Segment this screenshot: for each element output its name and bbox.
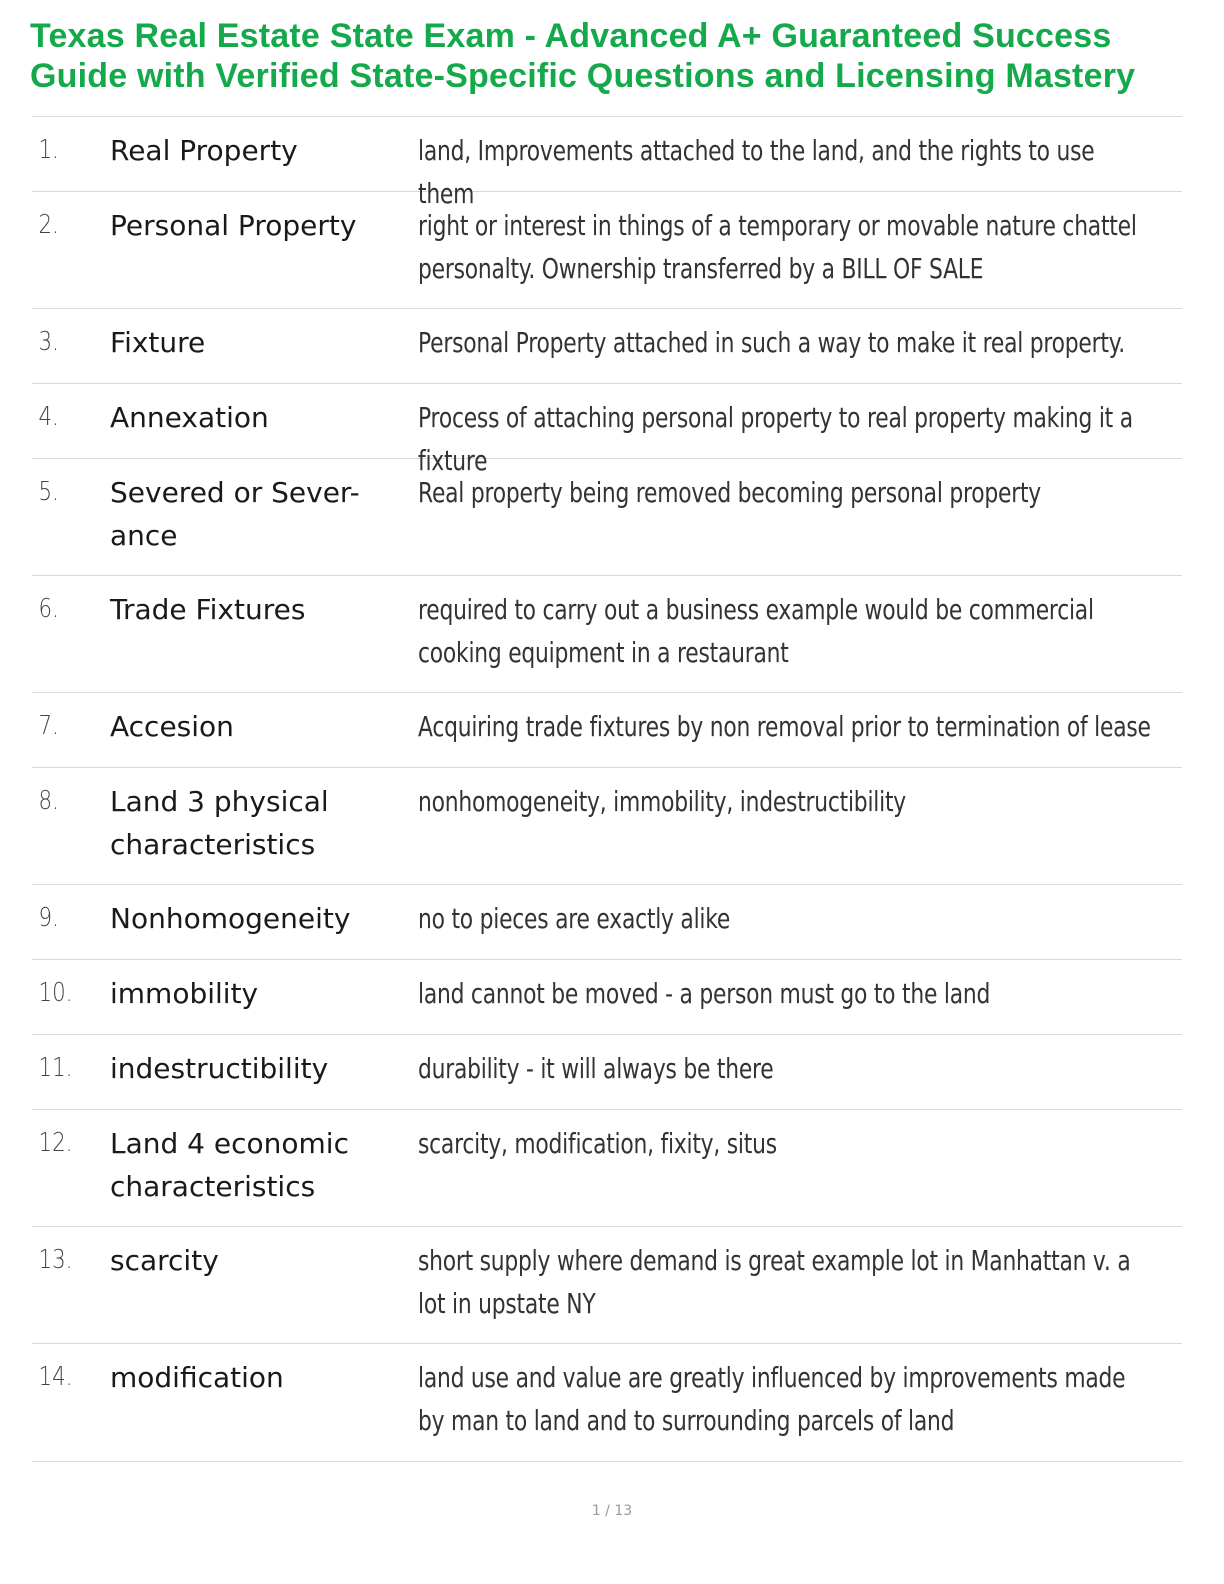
definition-text: right or interest in things of a temporary or movable nature chattel personalty. Ownership transferred by a BILL OF SALE [418, 209, 1137, 285]
term-cell: scarcity [110, 1244, 219, 1277]
term-cell: indestructibility [110, 1052, 329, 1085]
definition-cell [418, 321, 1224, 364]
term-cell: Land 3 physical characteristics [110, 785, 329, 861]
definition-text: Personal Property attached in such a way to make it real property. [418, 326, 1125, 359]
row-number: 1. [38, 135, 59, 165]
table-row [32, 1110, 1182, 1227]
row-number: 2. [38, 210, 59, 240]
term-cell: Trade Fixtures [110, 593, 306, 626]
row-number: 8. [38, 786, 59, 816]
term-cell: Real Property [110, 134, 298, 167]
table-row [32, 384, 1182, 477]
definition-cell [418, 897, 1224, 940]
term-cell: Accesion [110, 710, 234, 743]
definition-cell [418, 780, 1224, 823]
table-row [32, 1035, 1182, 1110]
table-row [32, 1227, 1182, 1344]
term-cell: modification [110, 1361, 284, 1394]
table-row [32, 309, 1182, 384]
definition-text: short supply where demand is great example lot in Manhattan v. a lot in upstate NY [418, 1244, 1131, 1320]
terms-table [32, 116, 1182, 1462]
definition-text: scarcity, modification, fixity, situs [418, 1127, 777, 1160]
definition-text: durability - it will always be there [418, 1052, 774, 1085]
definition-cell [418, 129, 1224, 215]
row-number: 10. [38, 978, 73, 1008]
term-cell: Severed or Sever- ance [110, 476, 360, 552]
definition-text: land cannot be moved - a person must go to the land [418, 977, 991, 1010]
definition-text: Real property being removed becoming personal property [418, 476, 1041, 509]
term-cell: Nonhomogeneity [110, 902, 351, 935]
term-cell: Land 4 economic characteristics [110, 1127, 349, 1203]
table-row [32, 576, 1182, 693]
term-cell: Fixture [110, 326, 206, 359]
row-number: 4. [38, 402, 59, 432]
definition-cell [418, 204, 1224, 290]
table-row [32, 885, 1182, 960]
definition-cell [418, 1239, 1224, 1325]
row-number: 7. [38, 711, 59, 741]
table-row [32, 1344, 1182, 1462]
row-number: 5. [38, 477, 59, 507]
row-number: 6. [38, 594, 59, 624]
definition-text: Process of attaching personal property to real property making it a fixture [418, 401, 1133, 477]
definition-cell [418, 396, 1224, 482]
definition-cell [418, 471, 1224, 514]
definition-text: required to carry out a business example would be commercial cooking equipment in a restaurant [418, 593, 1094, 669]
row-number: 13. [38, 1245, 73, 1275]
term-cell: immobility [110, 977, 259, 1010]
definition-cell [418, 588, 1224, 674]
table-row [32, 693, 1182, 768]
definition-text: land use and value are greatly influenced by improvements made by man to land and to surrounding parcels of land [418, 1361, 1126, 1437]
document-title: Texas Real Estate State Exam - Advanced A+ Guaranteed Success Guide with Verified State-Specific Questions and Licensing Mastery [30, 17, 1136, 95]
row-number: 11. [38, 1053, 73, 1083]
term-cell: Personal Property [110, 209, 357, 242]
row-number: 14. [38, 1362, 73, 1392]
table-row [32, 117, 1182, 210]
definition-cell [418, 972, 1224, 1015]
row-number: 12. [38, 1128, 73, 1158]
row-number: 9. [38, 903, 59, 933]
definition-cell [418, 705, 1224, 748]
table-row [32, 192, 1182, 309]
definition-text: Acquiring trade fixtures by non removal prior to termination of lease [418, 710, 1151, 743]
table-row [32, 459, 1182, 576]
definition-text: nonhomogeneity, immobility, indestructibility [418, 785, 906, 818]
page-number: 1 / 13 [591, 1503, 633, 1519]
definition-cell [418, 1356, 1224, 1442]
definition-cell [418, 1047, 1224, 1090]
definition-text: no to pieces are exactly alike [418, 902, 731, 935]
row-number: 3. [38, 327, 59, 357]
definition-text: land, Improvements attached to the land, and the rights to use them [418, 134, 1095, 210]
definition-cell [418, 1122, 1224, 1165]
table-row [32, 768, 1182, 885]
term-cell: Annexation [110, 401, 269, 434]
table-row [32, 960, 1182, 1035]
